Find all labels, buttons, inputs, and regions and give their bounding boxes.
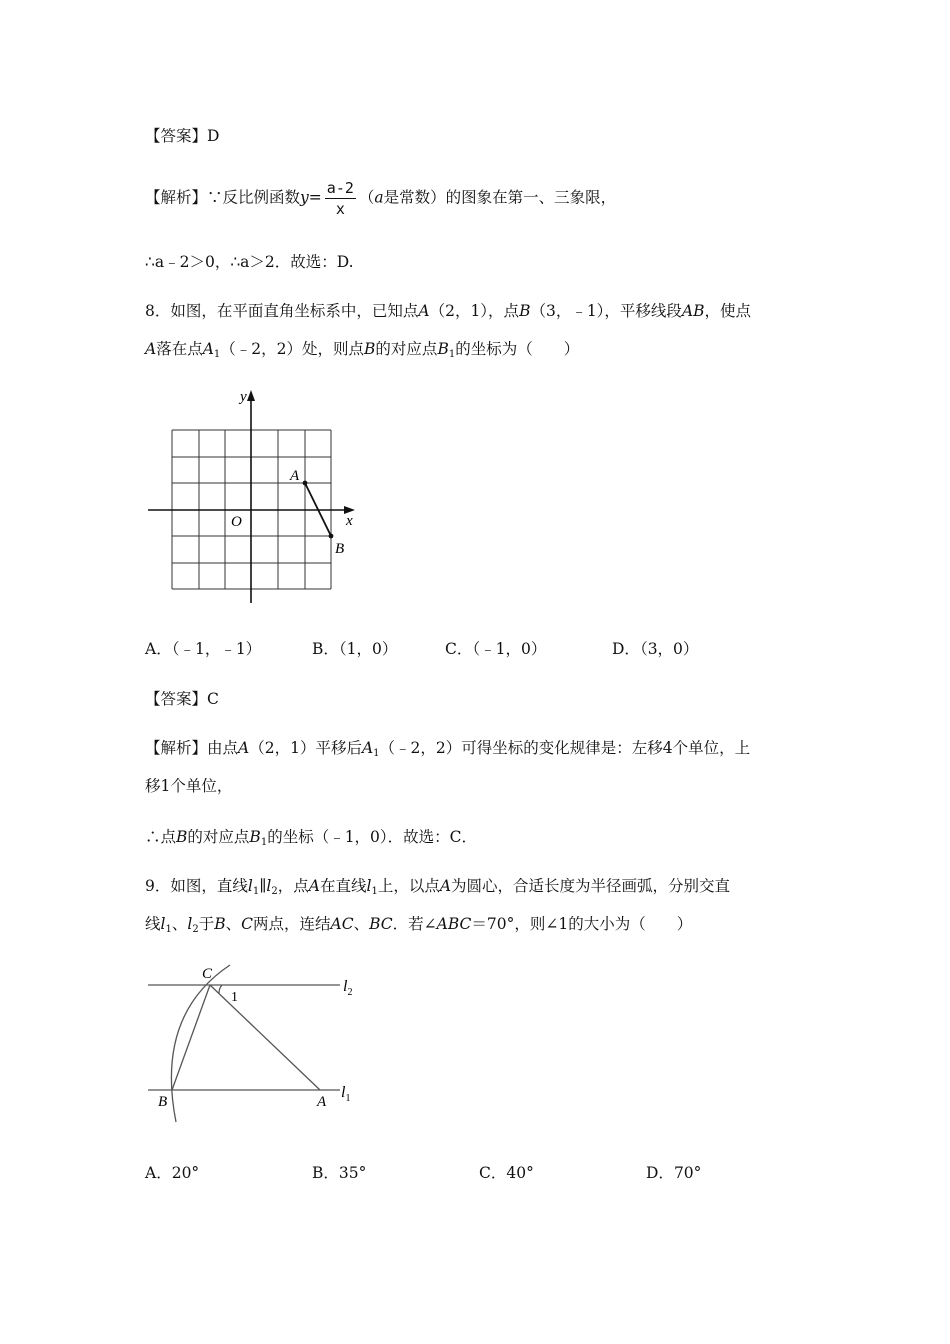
point-B-label: B [335,541,345,557]
point-B [329,534,334,539]
y-axis-label: y [240,389,247,405]
q9-option-a[interactable]: A．20° [145,1164,200,1182]
line-l2-label: $l_2$ [343,978,353,998]
q7-analysis: 【解析】∵反比例函数y= $\frac{a-2}{x}$ （a是常数）的图象在第一、三象限， [145,179,617,218]
q9-geometry-figure [140,960,370,1130]
point-A-label: A [317,1094,327,1110]
q8-answer-value: C [207,690,219,708]
point-A [303,481,308,486]
q8-coordinate-figure [140,385,370,610]
q9-option-c[interactable]: C．40° [479,1164,534,1182]
q8-option-a[interactable]: A．（﹣1，﹣1） [145,640,262,658]
q8-stem-line1: 8．如图，在平面直角坐标系中，已知点A（2，1），点B（3，﹣1），平移线段AB，使点 [145,302,752,320]
segment-AC [210,985,320,1090]
q7-answer-value: D [207,127,220,145]
fraction: $\frac{a-2}{x}$ [326,179,354,218]
angle-1-mark [219,985,222,993]
axes [148,397,348,603]
q7-answer: 【答案】D [145,127,220,145]
q7-conclusion: ∴a﹣2＞0，∴a＞2．故选：D. [145,253,354,271]
arc [171,965,230,1122]
x-axis-label: x [346,513,353,529]
q9-stem-line2: 线$l_1$、$l_2$于B、C两点，连结AC、BC．若∠ABC＝70°，则∠1的大小为（ ） [145,915,693,935]
q8-option-d[interactable]: D．（3，0） [612,640,699,658]
q8-stem-line2: A落在点$A_1(﹣2$，2）处，则点B的对应点$B_1$的坐标为（ ） [145,340,580,360]
origin-label: O [231,514,242,530]
line-l1-label: $l_1$ [341,1084,351,1104]
q8-option-b[interactable]: B．（1，0） [312,640,398,658]
q8-analysis-line2: 移1个单位， [145,777,233,795]
q8-answer: 【答案】C [145,690,219,708]
q8-analysis-line1: 【解析】由点A（2，1）平移后$A_1(﹣2$，2）可得坐标的变化规律是：左移4个单位，上 [145,739,751,759]
q8-conclusion: ∴点B的对应点$B_1$的坐标（﹣1，0）．故选：C． [145,828,478,848]
q9-option-b[interactable]: B．35° [312,1164,367,1182]
point-B-label: B [158,1094,168,1110]
y-axis-arrow [247,390,255,401]
segment-BC [172,985,210,1090]
point-A-label: A [290,468,300,484]
angle-1-label: 1 [231,990,238,1005]
point-C-label: C [202,966,213,982]
q8-option-c[interactable]: C．（﹣1，0） [445,640,547,658]
q9-option-d[interactable]: D．70° [646,1164,702,1182]
q9-stem-line1: 9．如图，直线$l_1\parallel l_2$，点A在直线$l_1$上，以点A为圆心，合适长度为半径画弧，分别交直 [145,877,731,897]
